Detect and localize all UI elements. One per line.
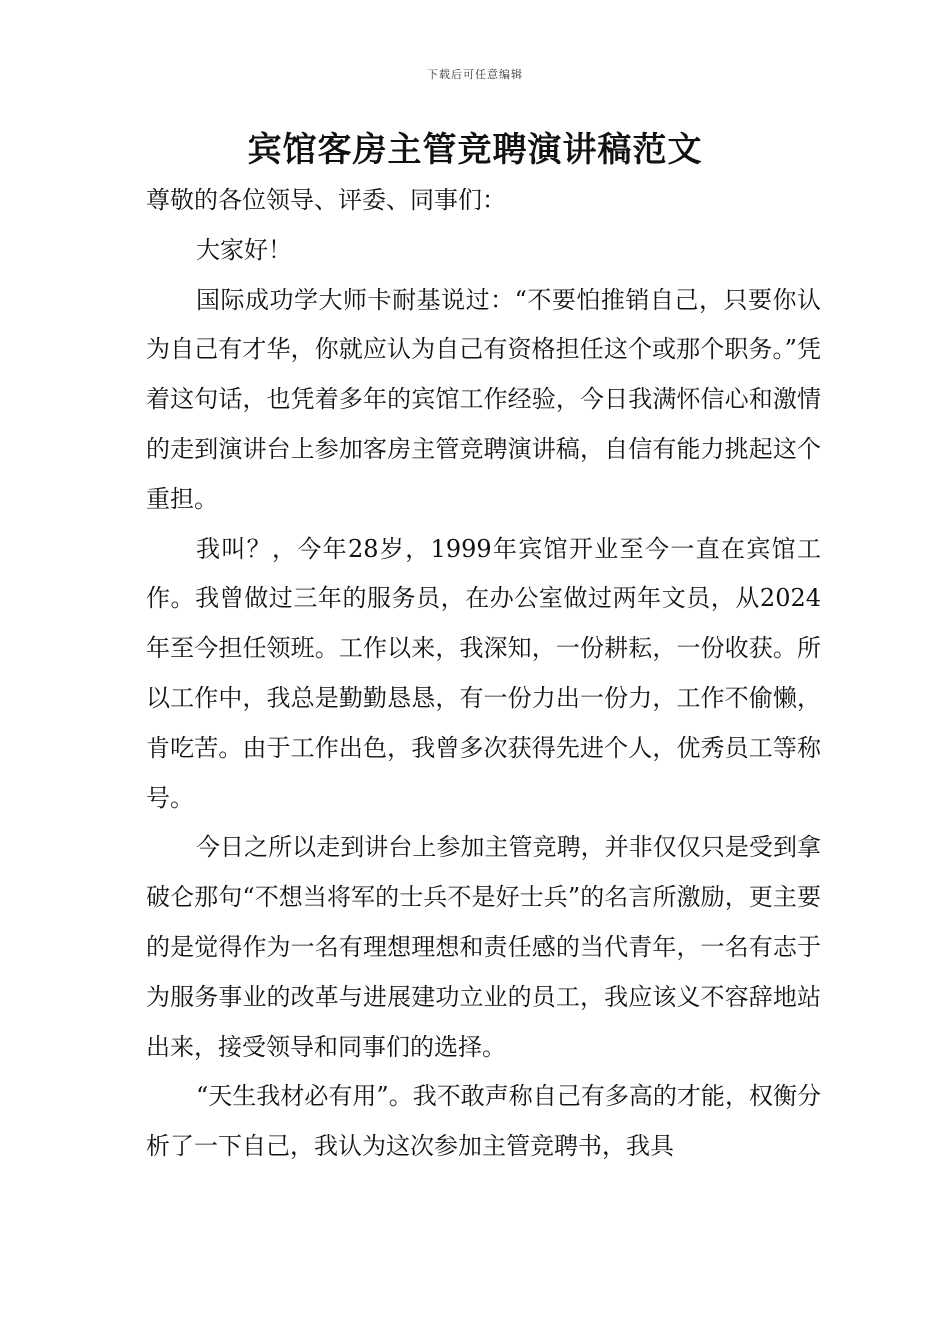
- salutation: 尊敬的各位领导、评委、同事们：: [146, 186, 506, 214]
- paragraph-motivation: 今日之所以走到讲台上参加主管竞聘，并非仅仅只是受到拿破仑那句“不想当将军的士兵不是好士兵”的名言所激励，更主要的是觉得作为一名有理想理想和责任感的当代青年，一名有志于为服务事业的改革与进展建功立业的员工，我应该义不容辞地站出来，接受领导和同事们的选择。: [146, 833, 821, 1061]
- paragraph-greeting: 大家好！: [196, 235, 292, 264]
- document-title: 宾馆客房主管竞聘演讲稿范文: [247, 130, 703, 170]
- paragraph-self-assessment: “天生我材必有用”。我不敢声称自己有多高的才能，权衡分析了一下自己，我认为这次参加主管竞聘书，我具: [146, 1082, 821, 1161]
- paragraph-carnegie-quote: 国际成功学大师卡耐基说过：“不要怕推销自己，只要你认为自己有才华，你就应认为自己有资格担任这个或那个职务。”凭着这句话，也凭着多年的宾馆工作经验，今日我满怀信心和激情的走到演讲台上参加客房主管竞聘演讲稿，自信有能力挑起这个重担。: [146, 285, 821, 513]
- paragraph-self-introduction: 我叫？，今年28岁，1999年宾馆开业至今一直在宾馆工作。我曾做过三年的服务员，在办公室做过两年文员，从2024年至今担任领班。工作以来，我深知，一份耕耘，一份收获。所以工作中，我总是勤勤恳恳，有一份力出一份力，工作不偷懒，肯吃苦。由于工作出色，我曾多次获得先进个人，优秀员工等称号。: [146, 534, 821, 812]
- document-body: [146, 176, 821, 1172]
- page-header-note: 下载后可任意编辑: [427, 68, 523, 81]
